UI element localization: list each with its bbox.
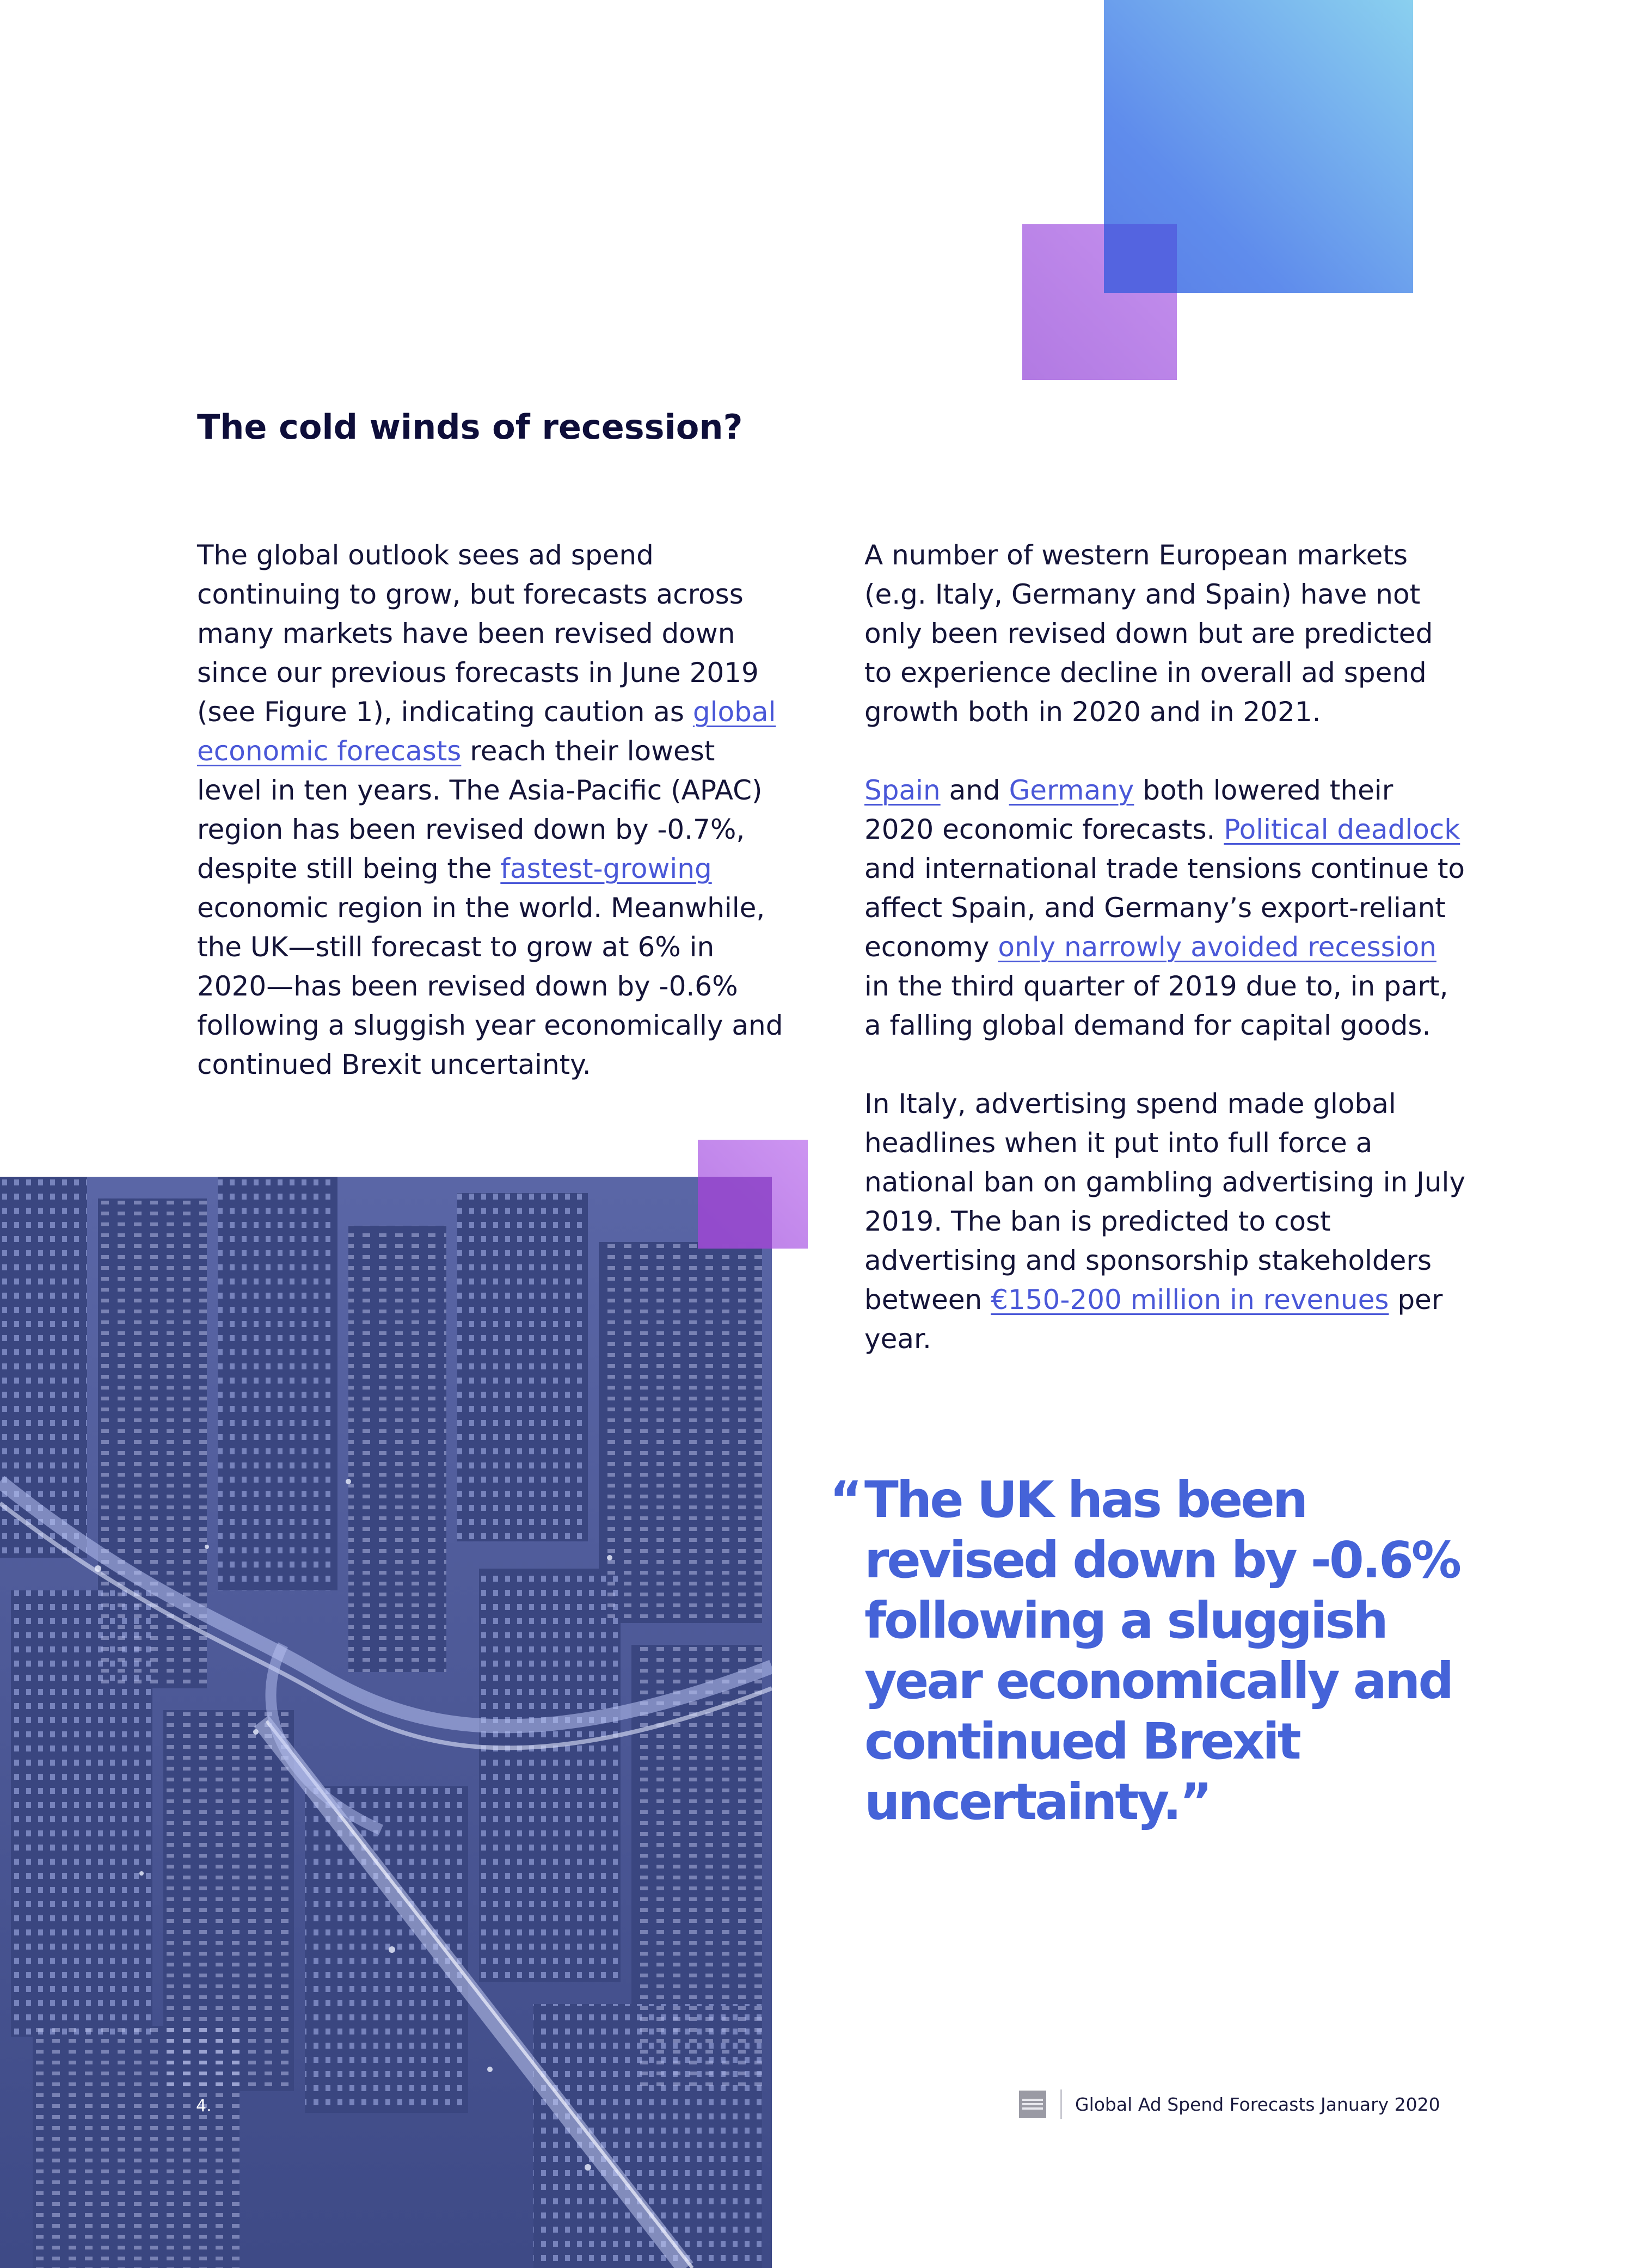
right-paragraph-1: A number of western European markets (e.g. Italy, Germany and Spain) have not only been revised down but are predicted to experience decline in overall ad spend growth both in 2020 and in 2021.	[864, 539, 1433, 728]
page-number: 4.	[196, 2097, 212, 2116]
link-germany[interactable]: Germany	[1009, 775, 1134, 806]
section-heading: The cold winds of recession?	[197, 407, 743, 447]
left-text-column	[197, 536, 785, 1123]
decorative-overlap-square	[1104, 224, 1177, 293]
text-run: The global outlook sees ad spend continuing to grow, but forecasts across many markets have been revised down since our previous forecasts in June 2019 (see Figure 1), indicating caution as	[197, 539, 759, 728]
text-run: per year.	[864, 1284, 1443, 1355]
text-run: In Italy, advertising spend made global headlines when it put into full force a national ban on gambling advertising in July 2019. The ban is predicted to cost advertising and sponsorship stakeholders between	[864, 1088, 1466, 1316]
city-night-photo	[0, 1177, 772, 2268]
quote-open-mark: “	[830, 1471, 863, 1529]
link-spain[interactable]: Spain	[864, 775, 941, 806]
decorative-small-overlap-square	[698, 1177, 772, 1249]
right-text-column	[864, 536, 1469, 1398]
link-revenues[interactable]: €150-200 million in revenues	[991, 1284, 1389, 1316]
right-paragraph-2	[864, 771, 1469, 1045]
link-global-economic-forecasts[interactable]: global economic forecasts	[197, 696, 776, 767]
text-run: in the third quarter of 2019 due to, in part, a falling global demand for capital goods.	[864, 970, 1448, 1041]
footer-divider	[1060, 2089, 1062, 2119]
pull-quote: The UK has been revised down by -0.6% following a sluggish year economically and continued Brexit uncertainty.”	[864, 1471, 1460, 1831]
text-run: economic region in the world. Meanwhile, the UK—still forecast to grow at 6% in 2020—has been revised down by -0.6% following a sluggish year economically and continued Brexit uncertainty.	[197, 892, 783, 1080]
link-fastest-growing[interactable]: fastest-growing	[500, 853, 712, 884]
footer	[1019, 2088, 1440, 2121]
text-run: and	[940, 775, 1009, 806]
left-paragraph-1	[197, 536, 785, 1084]
link-avoided-recession[interactable]: only narrowly avoided recession	[998, 931, 1436, 963]
right-paragraph-3	[864, 1084, 1469, 1359]
text-run: reach their lowest level in ten years. The Asia-Pacific (APAC) region has been revised down by -0.7%, despite still being the	[197, 735, 763, 884]
footer-title: Global Ad Spend Forecasts January 2020	[1075, 2093, 1440, 2115]
publisher-logo-icon	[1019, 2091, 1046, 2118]
text-run: both lowered their 2020 economic forecasts.	[864, 775, 1393, 845]
link-political-deadlock[interactable]: Political deadlock	[1224, 814, 1460, 845]
text-run: and international trade tensions continue to affect Spain, and Germany’s export-reliant economy	[864, 853, 1465, 963]
